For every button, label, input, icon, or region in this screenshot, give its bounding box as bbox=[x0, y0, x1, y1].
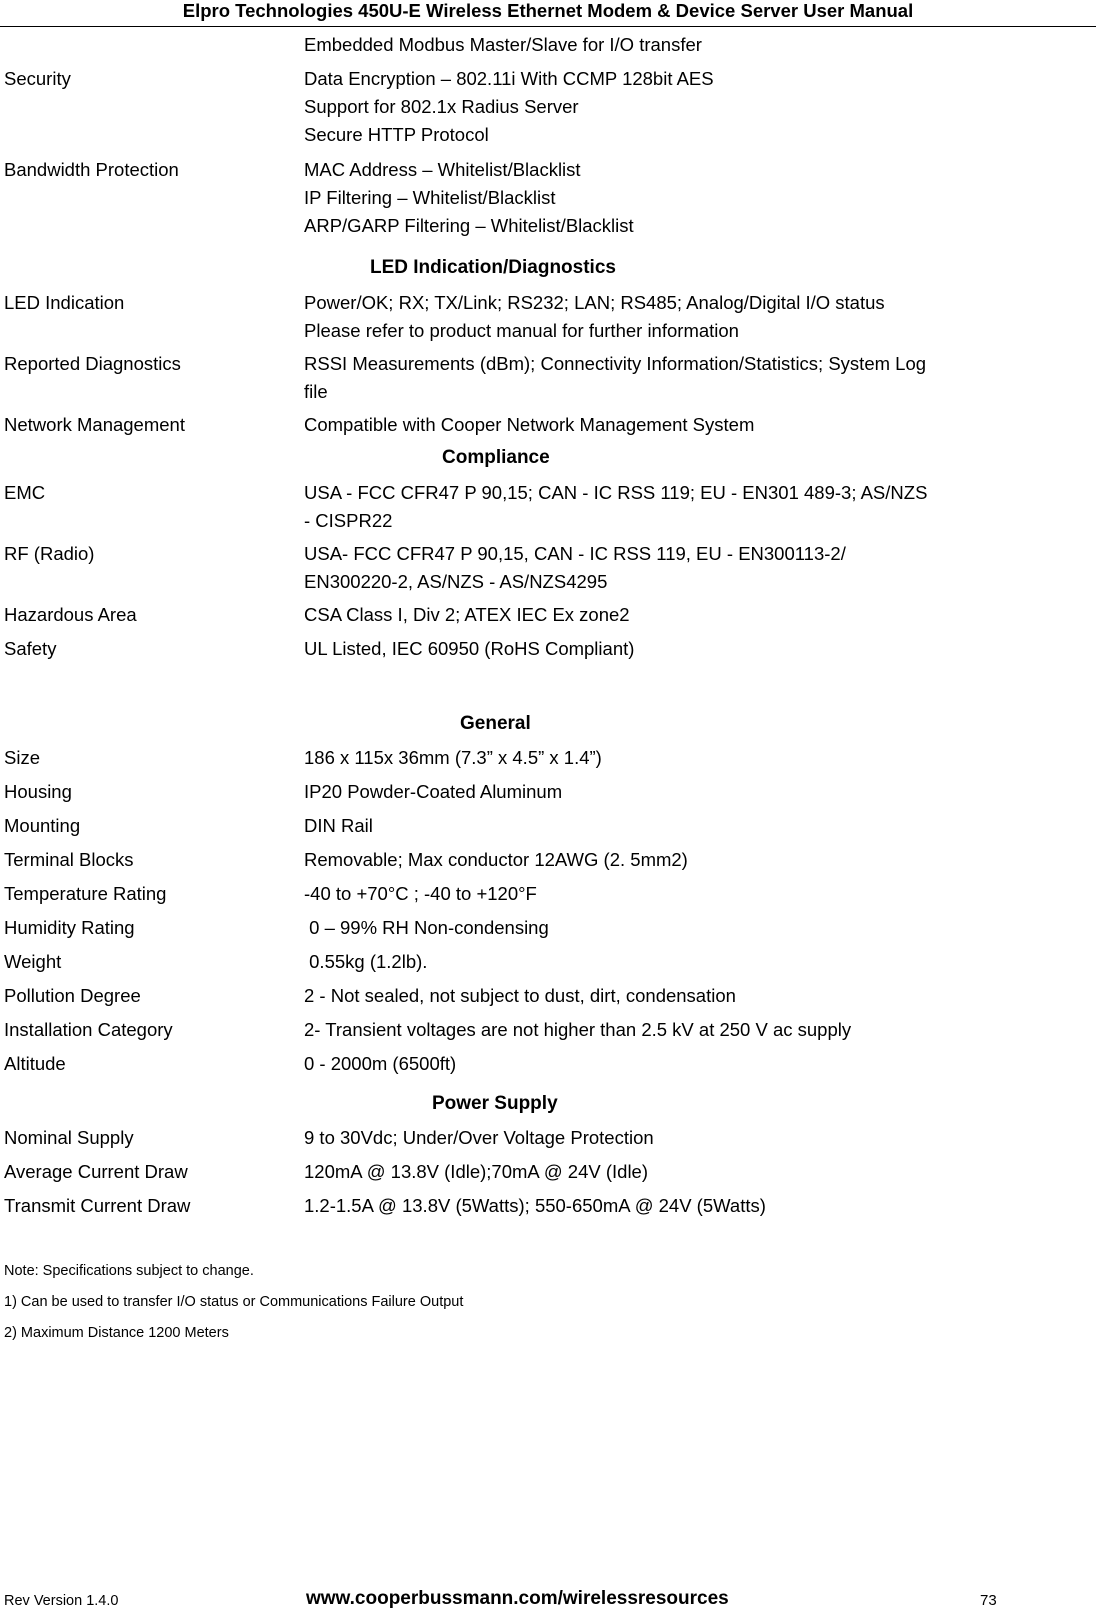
spec-label: Network Management bbox=[4, 414, 185, 435]
spec-value: CSA Class I, Div 2; ATEX IEC Ex zone2 bbox=[304, 604, 630, 625]
spec-value: 2- Transient voltages are not higher than 2.5 kV at 250 V ac supply bbox=[304, 1019, 852, 1040]
spec-value: 1.2-1.5A @ 13.8V (5Watts); 550-650mA @ 24V (5Watts) bbox=[304, 1195, 766, 1216]
spec-value-line: IP Filtering – Whitelist/Blacklist bbox=[304, 187, 556, 208]
section-heading-compliance: Compliance bbox=[442, 447, 550, 468]
spec-label: Weight bbox=[4, 951, 62, 972]
spec-value-line: RSSI Measurements (dBm); Connectivity Information/Statistics; System Log bbox=[304, 353, 927, 374]
spec-label: Hazardous Area bbox=[4, 604, 137, 625]
spec-value-line: ARP/GARP Filtering – Whitelist/Blacklist bbox=[304, 215, 634, 236]
spec-label: Bandwidth Protection bbox=[4, 159, 179, 180]
spec-value-line: Data Encryption – 802.11i With CCMP 128bit AES bbox=[304, 68, 714, 89]
footer-version: Rev Version 1.4.0 bbox=[4, 1593, 119, 1609]
spec-value: 186 x 115x 36mm (7.3” x 4.5” x 1.4”) bbox=[304, 747, 602, 768]
spec-label: Altitude bbox=[4, 1053, 66, 1074]
section-heading-led: LED Indication/Diagnostics bbox=[370, 257, 616, 278]
footer-url-link[interactable]: www.cooperbussmann.com/wirelessresources bbox=[306, 1588, 729, 1609]
spec-value: 0 – 99% RH Non-condensing bbox=[304, 917, 549, 938]
spec-label: Security bbox=[4, 68, 71, 89]
spec-value-line: file bbox=[304, 381, 328, 402]
spec-value-line: - CISPR22 bbox=[304, 510, 393, 531]
spec-label: Size bbox=[4, 747, 40, 768]
page-header bbox=[0, 0, 1096, 27]
spec-value-line: USA - FCC CFR47 P 90,15; CAN - IC RSS 119; EU - EN301 489-3; AS/NZS bbox=[304, 482, 928, 503]
page-number: 73 bbox=[980, 1592, 997, 1609]
spec-value-line: Support for 802.1x Radius Server bbox=[304, 96, 579, 117]
spec-label: Humidity Rating bbox=[4, 917, 135, 938]
document-title: Elpro Technologies 450U-E Wireless Ethernet Modem & Device Server User Manual bbox=[182, 0, 914, 21]
spec-value: UL Listed, IEC 60950 (RoHS Compliant) bbox=[304, 638, 635, 659]
spec-value-line: Please refer to product manual for further information bbox=[304, 320, 739, 341]
spec-value: Compatible with Cooper Network Management System bbox=[304, 414, 755, 435]
spec-value-line: USA- FCC CFR47 P 90,15, CAN - IC RSS 119, EU - EN300113-2/ bbox=[304, 543, 846, 564]
spec-label: Installation Category bbox=[4, 1019, 173, 1040]
spec-label: Housing bbox=[4, 781, 72, 802]
note-text: Note: Specifications subject to change. bbox=[4, 1263, 254, 1279]
note-text: 2) Maximum Distance 1200 Meters bbox=[4, 1325, 229, 1341]
spec-value-line: Secure HTTP Protocol bbox=[304, 124, 489, 145]
spec-label: RF (Radio) bbox=[4, 543, 95, 564]
spec-value: Removable; Max conductor 12AWG (2. 5mm2) bbox=[304, 849, 688, 870]
spec-value: IP20 Powder-Coated Aluminum bbox=[304, 781, 563, 802]
spec-value-line: MAC Address – Whitelist/Blacklist bbox=[304, 159, 581, 180]
spec-value: 120mA @ 13.8V (Idle);70mA @ 24V (Idle) bbox=[304, 1161, 649, 1182]
section-heading-power: Power Supply bbox=[432, 1093, 558, 1114]
spec-value: 0.55kg (1.2lb). bbox=[304, 951, 428, 972]
section-heading-general: General bbox=[460, 713, 531, 734]
spec-value: 9 to 30Vdc; Under/Over Voltage Protection bbox=[304, 1127, 654, 1148]
spec-label: Safety bbox=[4, 638, 57, 659]
spec-value: 0 - 2000m (6500ft) bbox=[304, 1053, 457, 1074]
spec-label: LED Indication bbox=[4, 292, 125, 313]
spec-value: -40 to +70°C ; -40 to +120°F bbox=[304, 883, 537, 904]
spec-value: 2 - Not sealed, not subject to dust, dirt, condensation bbox=[304, 985, 736, 1006]
spec-label: Mounting bbox=[4, 815, 81, 836]
spec-label: Average Current Draw bbox=[4, 1161, 188, 1182]
spec-label: EMC bbox=[4, 482, 46, 503]
spec-label: Temperature Rating bbox=[4, 883, 167, 904]
spec-label: Terminal Blocks bbox=[4, 849, 134, 870]
spec-value: DIN Rail bbox=[304, 815, 373, 836]
spec-label: Nominal Supply bbox=[4, 1127, 134, 1148]
spec-value-line: EN300220-2, AS/NZS - AS/NZS4295 bbox=[304, 571, 608, 592]
spec-label: Reported Diagnostics bbox=[4, 353, 181, 374]
spec-label: Transmit Current Draw bbox=[4, 1195, 191, 1216]
note-text: 1) Can be used to transfer I/O status or Communications Failure Output bbox=[4, 1294, 464, 1310]
spec-label: Pollution Degree bbox=[4, 985, 141, 1006]
spec-value: Embedded Modbus Master/Slave for I/O transfer bbox=[304, 34, 702, 55]
spec-value-line: Power/OK; RX; TX/Link; RS232; LAN; RS485; Analog/Digital I/O status bbox=[304, 292, 885, 313]
